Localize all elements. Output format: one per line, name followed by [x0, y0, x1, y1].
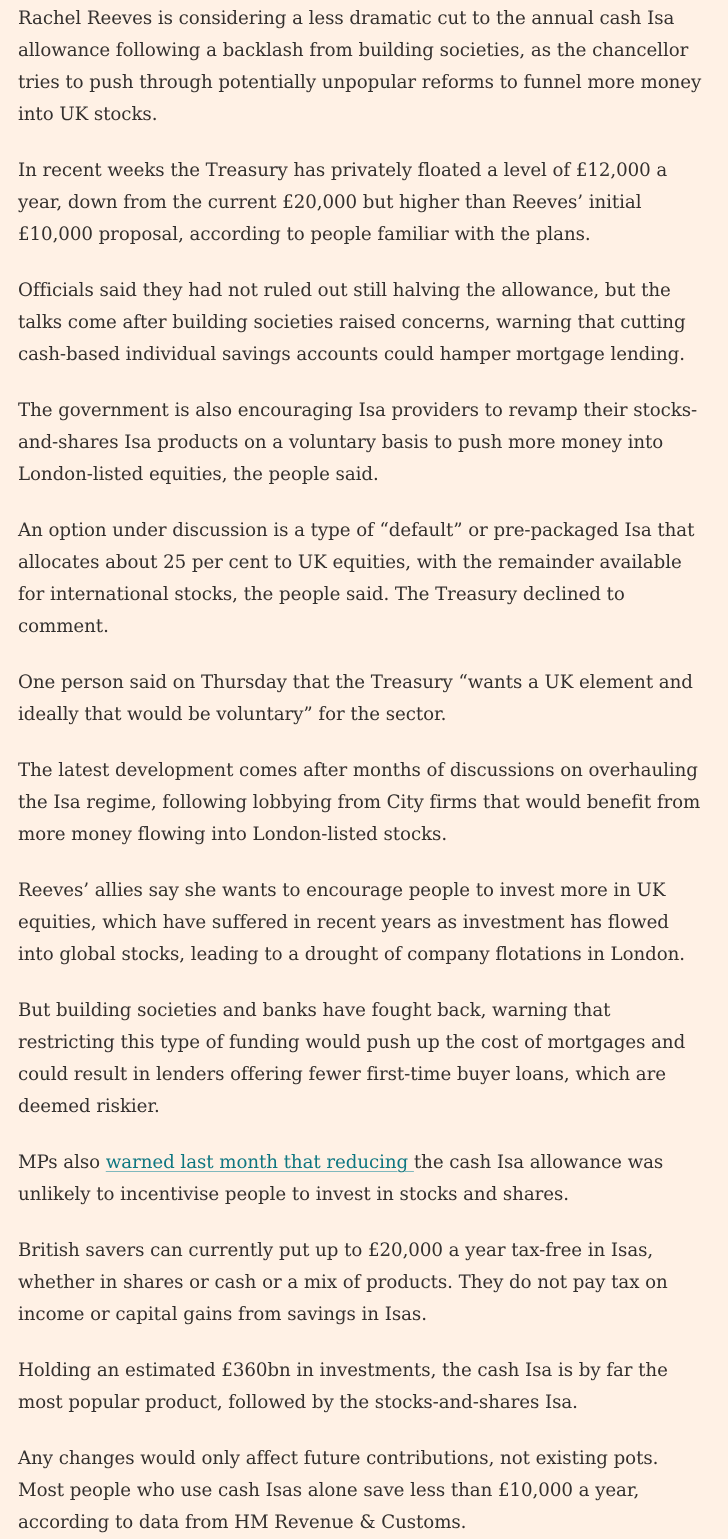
article-paragraph: Rachel Reeves is considering a less dramatic cut to the annual cash Isa allowance following a backlash from building societies, as the chancellor tries to push through potentially unpopular reforms to funnel more money into UK stocks.: [18, 8, 702, 125]
article-paragraph: British savers can currently put up to £20,000 a year tax-free in Isas, whether in shares or cash or a mix of products. They do not pay tax on income or capital gains from savings in Isas.: [18, 1240, 668, 1325]
article-paragraph: Reeves’ allies say she wants to encourage people to invest more in UK equities, which have suffered in recent years as investment has flowed into global stocks, leading to a drought of company flotations in London.: [18, 880, 686, 965]
article-paragraph: One person said on Thursday that the Treasury “wants a UK element and ideally that would be voluntary” for the sector.: [18, 672, 693, 725]
article-paragraph: The latest development comes after months of discussions on overhauling the Isa regime, following lobbying from City firms that would benefit from more money flowing into London-listed stocks.: [18, 760, 701, 845]
article-paragraph: Any changes would only affect future contributions, not existing pots. Most people who use cash Isas alone save less than £10,000 a year, according to data from HM Revenue & Customs.: [18, 1448, 659, 1533]
article-paragraph: But building societies and banks have fought back, warning that restricting this type of funding would push up the cost of mortgages and could result in lenders offering fewer first-time buyer loans, which are deemed riskier.: [18, 1000, 686, 1117]
warned-last-month-link[interactable]: warned last month that reducing: [105, 1152, 414, 1173]
article-body: [0, 3, 728, 1539]
article-paragraph: In recent weeks the Treasury has privately floated a level of £12,000 a year, down from the current £20,000 but higher than Reeves’ initial £10,000 proposal, according to people familiar with the plans.: [18, 160, 668, 245]
article-paragraph: Officials said they had not ruled out still halving the allowance, but the talks come after building societies raised concerns, warning that cutting cash-based individual savings accounts could hamper mortgage lending.: [18, 280, 686, 365]
article-paragraph: The government is also encouraging Isa providers to revamp their stocks-and-shares Isa products on a voluntary basis to push more money into London-listed equities, the people said.: [18, 400, 698, 485]
article-paragraph: An option under discussion is a type of “default” or pre-packaged Isa that allocates about 25 per cent to UK equities, with the remainder available for international stocks, the people said. The Treasury declined to comment.: [18, 520, 695, 637]
article-paragraph-mps: [18, 1147, 710, 1211]
article-paragraph: Holding an estimated £360bn in investments, the cash Isa is by far the most popular product, followed by the stocks-and-shares Isa.: [18, 1360, 668, 1413]
paragraph-text: MPs also: [18, 1152, 106, 1173]
paragraph-text: the cash Isa allowance was unlikely to incentivise people to invest in stocks and shares.: [18, 1152, 664, 1205]
